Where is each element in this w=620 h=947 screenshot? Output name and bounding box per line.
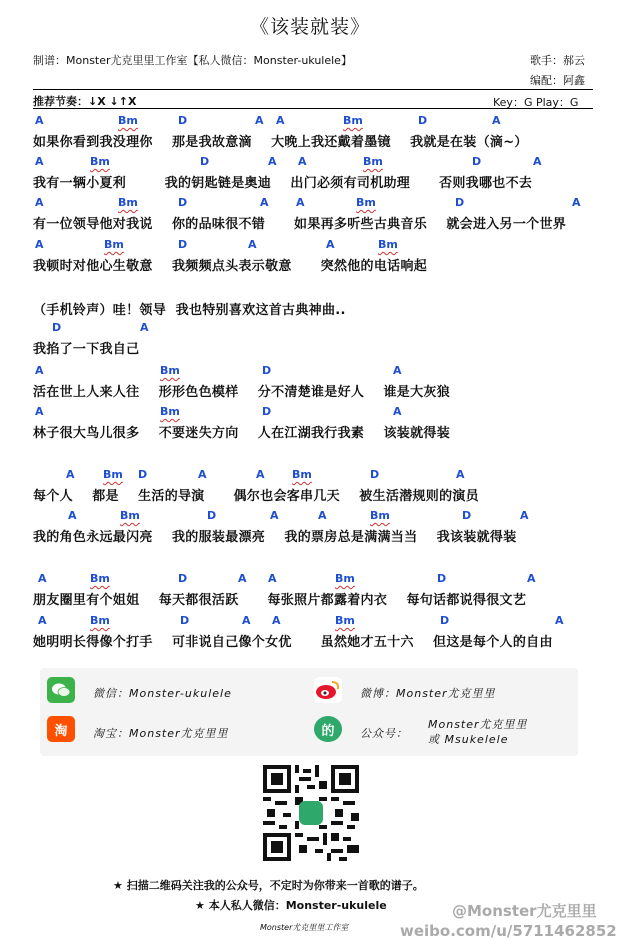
weibo-text: 微博：Monster尤克里里 [360, 687, 496, 700]
chord: D [178, 572, 188, 585]
chord: Bm [335, 572, 355, 585]
chord: A [520, 509, 529, 522]
chord-row [0, 114, 620, 128]
chord: Bm [104, 238, 124, 251]
chord: A [255, 114, 264, 127]
chord: Bm [356, 196, 376, 209]
chord: Bm [292, 468, 312, 481]
watermark-handle: @Monster尤克里里 [452, 902, 597, 920]
chord-row [0, 614, 620, 628]
chord: A [268, 572, 277, 585]
lyric-line: 林子很大鸟儿很多 不要迷失方向 人在江湖我行我素 该装就得装 [33, 426, 451, 441]
chord: A [272, 614, 281, 627]
chord: A [456, 468, 465, 481]
chord: A [268, 155, 277, 168]
lyric-line: 我掐了一下我自己 [33, 342, 140, 357]
chord: D [180, 614, 190, 627]
chord: D [418, 114, 428, 127]
chord: D [178, 196, 188, 209]
chord: A [238, 572, 247, 585]
chord: A [298, 155, 307, 168]
chord: A [35, 405, 44, 418]
official-account-name: Monster尤克里里 [428, 718, 528, 731]
lyric-line: 她明明长得像个打手 可非说自己像个女优 虽然她才五十六 但这是每个人的自由 [33, 635, 553, 650]
private-wechat-note: ★ 本人私人微信：Monster-ukulele [195, 899, 387, 912]
chord: A [242, 614, 251, 627]
chord: A [68, 509, 77, 522]
weibo-icon [314, 677, 342, 703]
scan-note: ★ 扫描二维码关注我的公众号，不定时为你带来一首歌的谱子。 [113, 879, 424, 892]
chord: D [262, 364, 272, 377]
taobao-text: 淘宝：Monster尤克里里 [93, 727, 229, 740]
chord: A [296, 196, 305, 209]
key-play-text: Key：G Play：G [493, 96, 579, 109]
chord: A [38, 572, 47, 585]
chord: D [178, 238, 188, 251]
chord: A [248, 238, 257, 251]
credit-text: 制谱：Monster尤克里里工作室【私人微信：Monster-ukulele】 [33, 54, 352, 67]
divider [33, 89, 593, 90]
chord: Bm [160, 364, 180, 377]
chord: A [533, 155, 542, 168]
lyric-line: 活在世上人来人往 形形色色模样 分不清楚谁是好人 谁是大灰狼 [33, 385, 451, 400]
lyric-line: 我的角色永远最闪亮 我的服装最漂亮 我的票房总是满满当当 我该装就得装 [33, 530, 517, 545]
chord: Bm [90, 614, 110, 627]
chord: A [35, 114, 44, 127]
lyric-line: （手机铃声）哇！领导 我也特别喜欢这首古典神曲.. [33, 303, 346, 318]
chord: D [370, 468, 380, 481]
chord: A [572, 196, 581, 209]
chord: Bm [335, 614, 355, 627]
lyric-line: 每个人 都是 生活的导演 偶尔也会客串几天 被生活潜规则的演员 [33, 489, 479, 504]
chord-row [0, 238, 620, 252]
watermark-url: weibo.com/u/5711462852 [400, 922, 617, 940]
chord: D [472, 155, 482, 168]
chord-row [0, 509, 620, 523]
chord: D [262, 405, 272, 418]
chord: D [207, 509, 217, 522]
chord: Bm [90, 155, 110, 168]
chord: D [437, 572, 447, 585]
chord: A [38, 614, 47, 627]
chord: A [527, 572, 536, 585]
chord: D [138, 468, 148, 481]
lyric-line: 我有一辆小夏利 我的钥匙链是奥迪 出门必须有司机助理 否则我哪也不去 [33, 176, 533, 191]
chord-row [0, 468, 620, 482]
chord: D [178, 114, 188, 127]
chord: Bm [370, 509, 390, 522]
chord: A [393, 364, 402, 377]
chord: Bm [343, 114, 363, 127]
official-account-label: 公众号： [360, 727, 408, 740]
wechat-icon [47, 677, 75, 703]
chord: D [440, 614, 450, 627]
wechat-text: 微信：Monster-ukulele [93, 687, 232, 700]
chord: Bm [103, 468, 123, 481]
chord: A [256, 468, 265, 481]
chord: A [326, 238, 335, 251]
chord: A [35, 238, 44, 251]
chord: A [318, 509, 327, 522]
chord: A [492, 114, 501, 127]
chord: A [140, 321, 149, 334]
arranger-text: 编配：阿鑫 [530, 74, 585, 87]
official-account-alt: 或 Msukelele [428, 733, 509, 746]
chord: D [52, 321, 62, 334]
rhythm-text: 推荐节奏：↓X ↓↑X [33, 95, 137, 108]
chord: Bm [90, 572, 110, 585]
chord: Bm [118, 114, 138, 127]
chord: A [35, 155, 44, 168]
official-account-icon: 的 [314, 716, 342, 742]
chord: A [270, 509, 279, 522]
lyric-line: 朋友圈里有个姐姐 每天都很活跃 每张照片都露着内衣 每句话都说得很文艺 [33, 593, 527, 608]
chord: D [455, 196, 465, 209]
studio-signature: Monster尤克里里工作室 [260, 923, 349, 932]
lyric-line: 有一位领导他对我说 你的品味很不错 如果再多听些古典音乐 就会进入另一个世界 [33, 217, 567, 232]
chord: A [393, 405, 402, 418]
divider [33, 108, 593, 109]
chord: Bm [118, 196, 138, 209]
chord-row [0, 321, 620, 335]
chord: A [35, 364, 44, 377]
chord-row [0, 196, 620, 210]
chord: Bm [160, 405, 180, 418]
chord-row [0, 572, 620, 586]
chord: A [198, 468, 207, 481]
chord: Bm [120, 509, 140, 522]
chord-row [0, 405, 620, 419]
page-title: 《该装就装》 [249, 16, 370, 38]
chord: D [200, 155, 210, 168]
chord: A [276, 114, 285, 127]
qr-code [263, 765, 359, 861]
chord: Bm [363, 155, 383, 168]
lyric-line: 如果你看到我没理你 那是我故意滴 大晚上我还戴着墨镜 我就是在装（滴~） [33, 135, 528, 150]
chord: A [66, 468, 75, 481]
singer-text: 歌手：郝云 [530, 54, 585, 67]
chord-row [0, 155, 620, 169]
chord: A [260, 196, 269, 209]
chord: A [555, 614, 564, 627]
chord: A [35, 196, 44, 209]
chord: D [462, 509, 472, 522]
chord: Bm [378, 238, 398, 251]
taobao-icon: 淘 [47, 716, 75, 742]
lyric-line: 我顿时对他心生敬意 我频频点头表示敬意 突然他的电话响起 [33, 259, 428, 274]
chord-row [0, 364, 620, 378]
